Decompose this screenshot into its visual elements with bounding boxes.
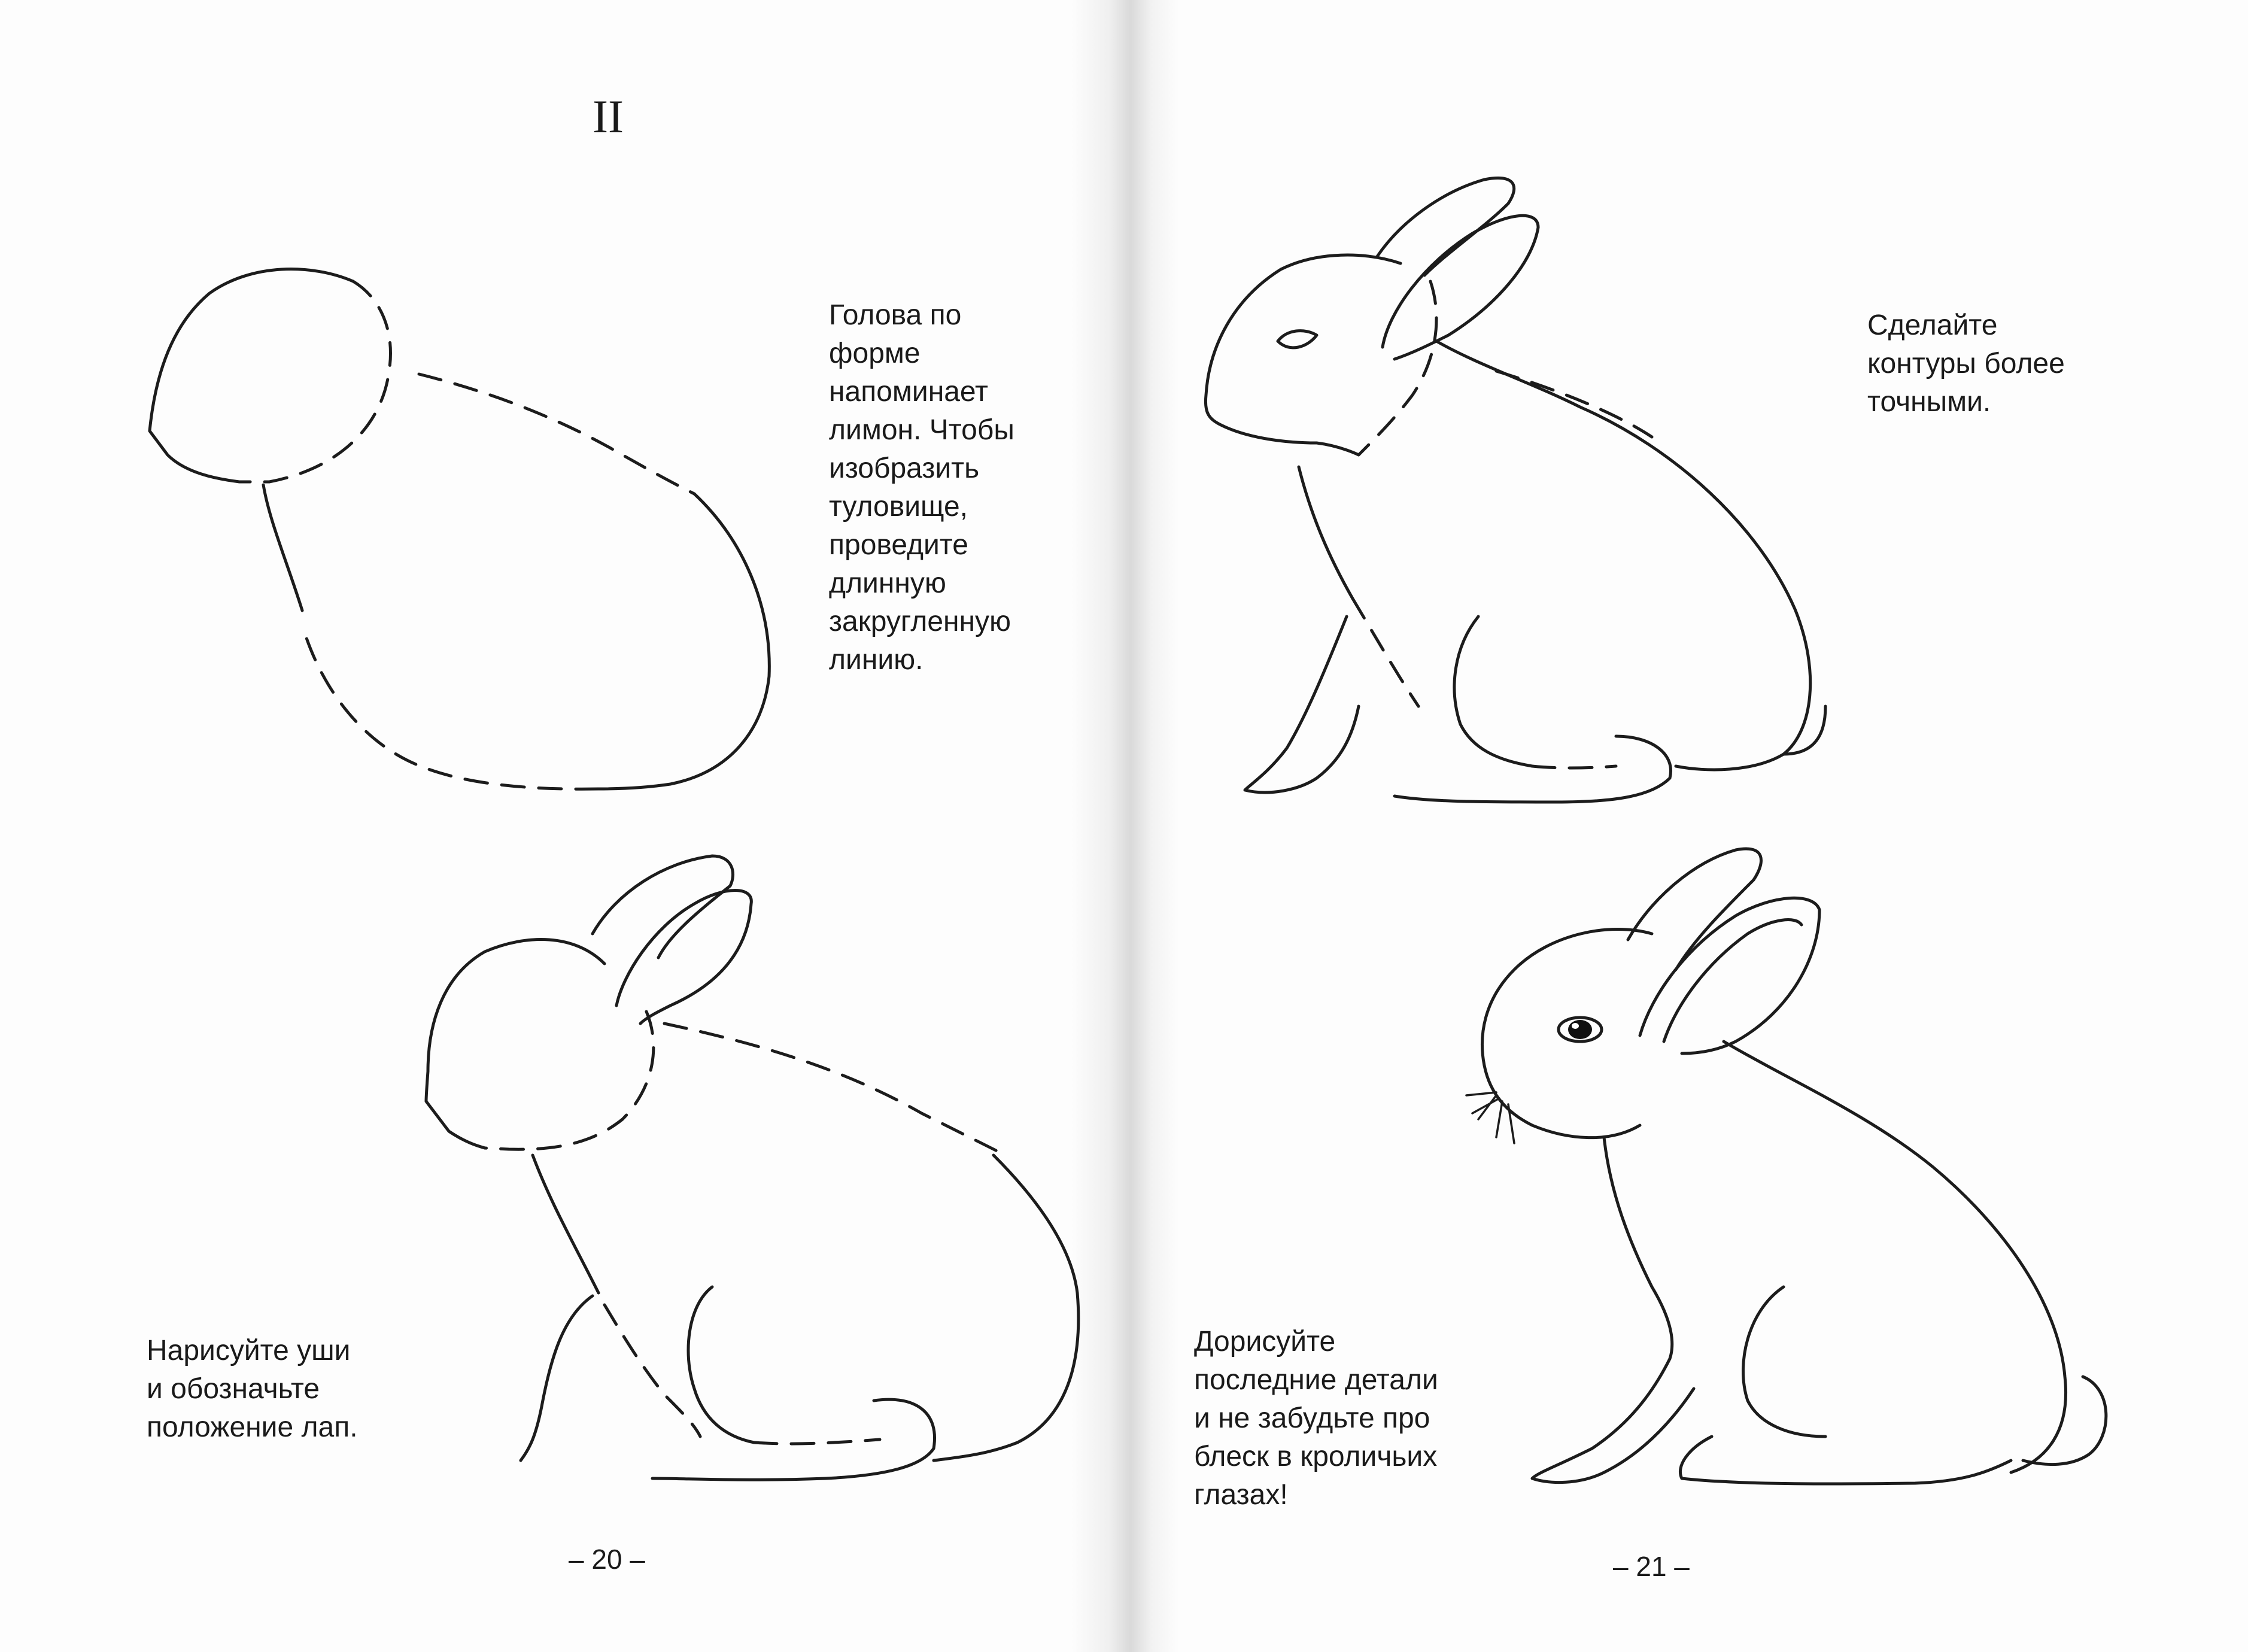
step3-foot-dashed (1532, 766, 1616, 768)
step2-instruction: Нарисуйте уши и обозначьте положение лап. (147, 1335, 358, 1443)
step2-hind-foot (652, 1399, 935, 1480)
step4-eye-highlight (1572, 1023, 1579, 1029)
step3-hind-leg (1454, 617, 1532, 766)
step4-hind-leg (1743, 1287, 1826, 1437)
step2-ear-back (593, 856, 733, 958)
step4-chest (1604, 1137, 1672, 1359)
step3-head (1205, 255, 1401, 455)
step1-instruction: Голова по форме напоминает лимон. Чтобы изобразить туловище, проведите длинную закругленную линию. (829, 299, 1014, 676)
step3-front-leg (1245, 617, 1359, 792)
step3-ear-front (1383, 215, 1538, 359)
step4-front-leg (1532, 1359, 1694, 1483)
step2-foot-dashed (754, 1440, 880, 1444)
step2-front-leg (521, 1296, 593, 1460)
step3-hind-foot (1395, 736, 1671, 802)
step3-drawing (1205, 178, 1825, 802)
step2-drawing (426, 856, 1079, 1480)
step4-back (1724, 1041, 2066, 1472)
step1-body-curve (599, 494, 769, 789)
step4-drawing (1466, 849, 2106, 1484)
step2-body-curve (934, 1155, 1079, 1460)
step4-eye-pupil (1568, 1020, 1592, 1039)
step2-leg-dashed (604, 1305, 700, 1437)
step4-ear-inner (1664, 920, 1802, 1041)
page-number-right: – 21 – (1613, 1551, 1690, 1582)
step1-head-dashed (239, 281, 391, 482)
step4-whiskers (1466, 1092, 1514, 1143)
step2-head-outline (426, 940, 604, 1148)
step1-belly-dashed (305, 634, 599, 789)
step4-hind-foot (1680, 1437, 2011, 1484)
step2-ear-front (616, 891, 751, 1024)
step3-chest (1299, 467, 1353, 599)
step2-chest-line (533, 1155, 599, 1293)
page-number-left: – 20 – (569, 1544, 645, 1575)
step1-drawing (150, 269, 769, 789)
step1-neck-line (263, 485, 302, 611)
section-numeral: II (593, 90, 624, 142)
step4-ear-back (1628, 849, 1761, 970)
step4-instruction: Дорисуйте последние детали и не забудьте про блеск в кроличьих глазах! (1194, 1326, 1438, 1511)
step3-leg-dashed (1353, 599, 1418, 706)
step3-instruction: Сделайте контуры более точными. (1867, 309, 2065, 418)
step1-back-dashed (419, 374, 694, 494)
step3-back-curve (1436, 341, 1810, 770)
step2-head-dashed (485, 1012, 654, 1149)
step1-head-outline (150, 269, 353, 482)
step2-hind-leg (688, 1287, 754, 1443)
step2-back-dashed (664, 1024, 1005, 1155)
step3-eye (1278, 331, 1317, 348)
